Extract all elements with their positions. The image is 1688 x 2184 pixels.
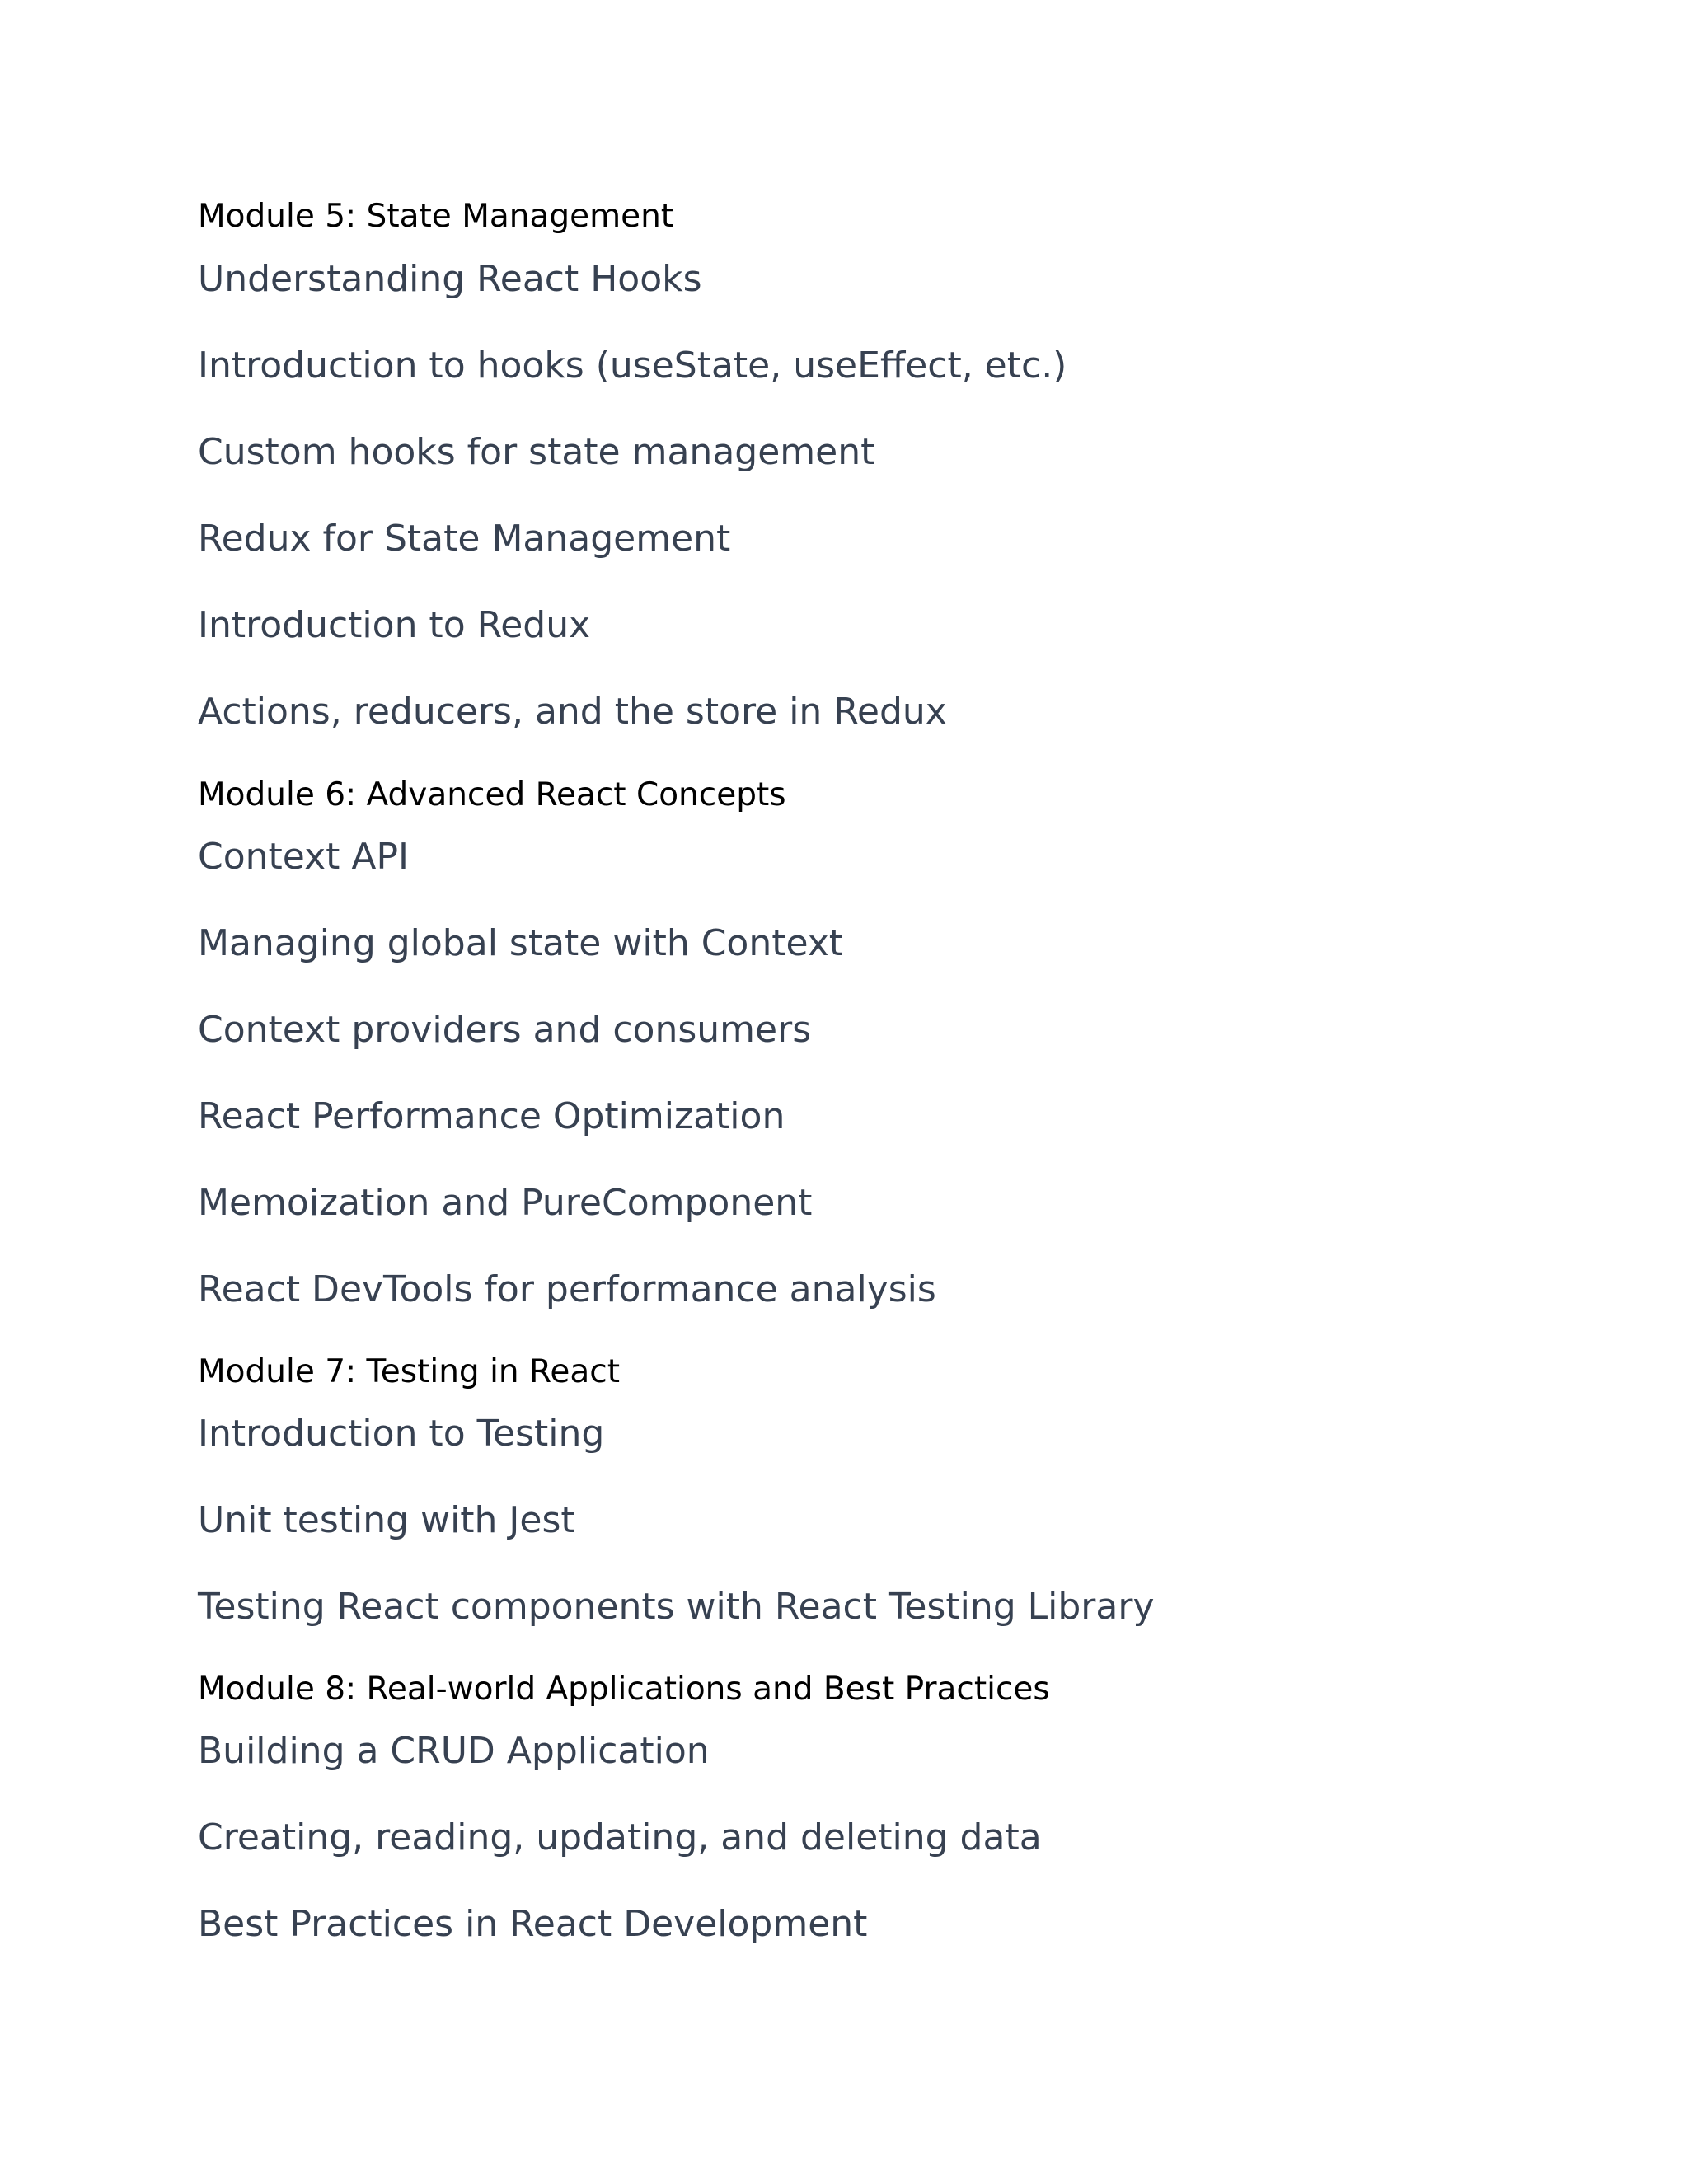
list-item: Context providers and consumers xyxy=(198,1009,812,1051)
list-item: React Performance Optimization xyxy=(198,1095,785,1137)
list-item: Best Practices in React Development xyxy=(198,1903,868,1945)
list-item: React DevTools for performance analysis xyxy=(198,1268,936,1310)
list-item: Introduction to hooks (useState, useEffect, etc.) xyxy=(198,344,1067,387)
list-item: Introduction to Redux xyxy=(198,604,591,646)
module-heading: Module 5: State Management xyxy=(198,198,674,235)
list-item: Memoization and PureComponent xyxy=(198,1182,813,1224)
list-item: Understanding React Hooks xyxy=(198,258,702,300)
list-item: Custom hooks for state management xyxy=(198,431,875,473)
list-item: Managing global state with Context xyxy=(198,922,844,964)
list-item: Testing React components with React Testing Library xyxy=(198,1586,1155,1628)
list-item: Unit testing with Jest xyxy=(198,1499,575,1541)
list-item: Building a CRUD Application xyxy=(198,1730,710,1772)
list-item: Context API xyxy=(198,836,409,878)
list-item: Redux for State Management xyxy=(198,518,731,560)
list-item: Creating, reading, updating, and deleting data xyxy=(198,1816,1042,1858)
list-item: Actions, reducers, and the store in Redux xyxy=(198,691,947,733)
module-heading: Module 7: Testing in React xyxy=(198,1353,620,1390)
module-heading: Module 8: Real-world Applications and Best Practices xyxy=(198,1671,1050,1708)
list-item: Introduction to Testing xyxy=(198,1413,605,1455)
module-heading: Module 6: Advanced React Concepts xyxy=(198,776,786,813)
